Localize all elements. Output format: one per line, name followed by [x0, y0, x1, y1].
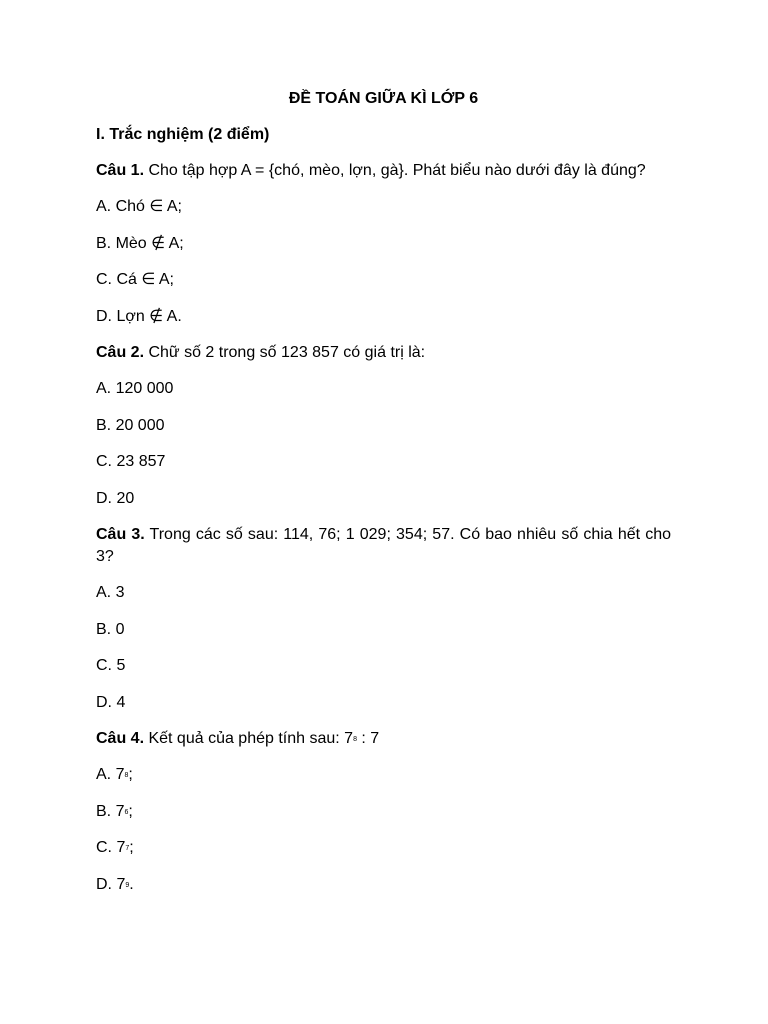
option-4b — [96, 801, 671, 823]
option-end: ; — [128, 802, 133, 820]
option-3d: D. 4 — [96, 693, 126, 711]
option-2c: C. 23 857 — [96, 453, 166, 470]
option-base: D. 7 — [96, 875, 126, 893]
option-2a: A. 120 000 — [96, 380, 174, 397]
question-label: Câu 4. — [96, 730, 145, 747]
option-1c: C. Cá ∈ A; — [96, 271, 174, 288]
option-4c — [96, 837, 671, 859]
option-3b: B. 0 — [96, 620, 125, 638]
question-label: Câu 1. — [96, 162, 145, 179]
exponent: 8 — [124, 772, 129, 779]
document-page — [96, 88, 671, 910]
option-1a: A. Chó ∈ A; — [96, 198, 182, 215]
option-base: B. 7 — [96, 802, 125, 820]
question-label: Câu 2. — [96, 344, 145, 361]
option-4d — [96, 874, 671, 896]
document-title: ĐỀ TOÁN GIỮA KÌ LỚP 6 — [288, 90, 479, 107]
question-3 — [96, 524, 671, 568]
question-label: Câu 3. — [96, 526, 145, 543]
option-end: ; — [128, 766, 133, 783]
option-3a: A. 3 — [96, 584, 125, 601]
question-2 — [96, 342, 671, 364]
option-end: . — [129, 875, 134, 893]
question-text: Kết quả của phép tính sau: 7 — [144, 730, 354, 747]
question-text-end: : 7 — [356, 730, 380, 747]
exponent: 9 — [125, 881, 130, 889]
option-base: A. 7 — [96, 766, 125, 783]
exponent: 6 — [124, 808, 129, 816]
question-1 — [96, 160, 671, 182]
option-1b: B. Mèo ∉ A; — [96, 234, 184, 252]
question-text: Trong các số sau: 114, 76; 1 029; 354; 57. Có bao nhiêu số chia hết cho 3? — [96, 526, 671, 565]
question-4 — [96, 728, 671, 750]
exponent: 8 — [353, 736, 357, 743]
option-2b: B. 20 000 — [96, 416, 165, 434]
option-2d: D. 20 — [96, 489, 135, 507]
section-heading: I. Trắc nghiệm (2 điểm) — [96, 126, 270, 143]
option-end: ; — [129, 839, 134, 856]
option-4a — [96, 764, 671, 786]
exponent: 7 — [125, 845, 130, 852]
option-base: C. 7 — [96, 839, 126, 856]
question-text: Cho tập hợp A = {chó, mèo, lợn, gà}. Phát biểu nào dưới đây là đúng? — [144, 162, 646, 179]
option-3c: C. 5 — [96, 657, 126, 674]
question-text: Chữ số 2 trong số 123 857 có giá trị là: — [144, 344, 426, 361]
option-1d: D. Lợn ∉ A. — [96, 307, 182, 325]
